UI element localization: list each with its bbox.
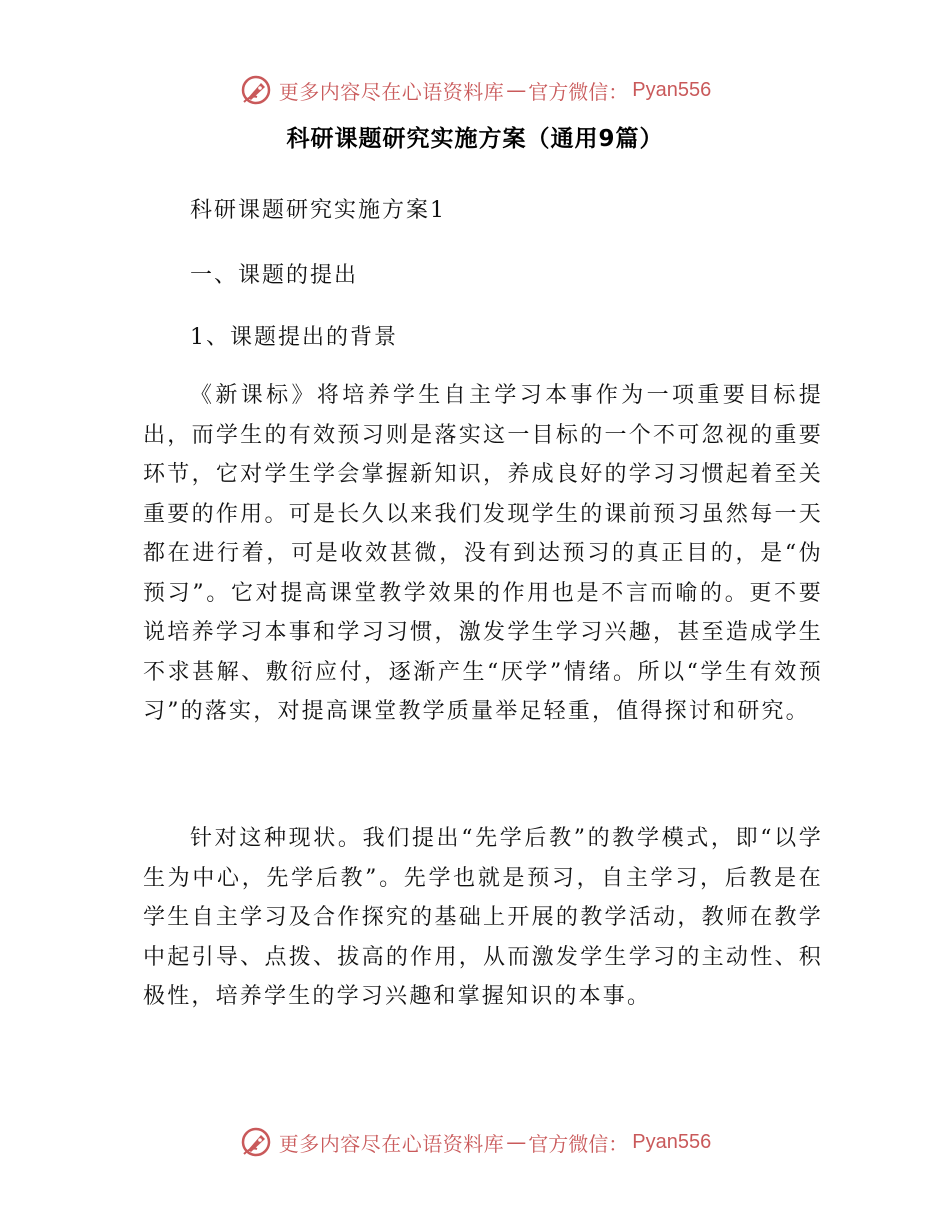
pen-nib-logo-icon (239, 73, 273, 107)
banner-wechat-id: Pyan556 (632, 1130, 712, 1153)
sub-heading: 1、课题提出的背景 (190, 325, 398, 350)
banner-dash: — (506, 78, 527, 102)
part-heading: 一、课题的提出 (190, 263, 359, 288)
banner-wechat-id: Pyan556 (632, 78, 712, 101)
footer-banner (0, 1122, 950, 1162)
body-paragraph: 针对这种现状。我们提出“先学后教”的教学模式，即“以学生为中心，先学后教”。先学也就是预习，自主学习，后教是在学生自主学习及合作探究的基础上开展的教学活动，教师在教学中起引导、点拨、拔高的作用，从而激发学生学习的主动性、积极性，培养学生的学习兴趣和掌握知识的本事。 (143, 826, 823, 1009)
banner-dash: — (506, 1130, 527, 1154)
banner-wechat-label: 官方微信： (528, 1131, 629, 1156)
document-title: 科研课题研究实施方案（通用9篇） (286, 126, 664, 152)
banner-slogan: 更多内容尽在心语资料库 (278, 1131, 505, 1156)
section-heading: 科研课题研究实施方案1 (190, 198, 446, 223)
pen-nib-logo-icon (239, 1125, 273, 1159)
body-paragraph: 《新课标》将培养学生自主学习本事作为一项重要目标提出，而学生的有效预习则是落实这一目标的一个不可忽视的重要环节，它对学生学会掌握新知识，养成良好的学习习惯起着至关重要的作用。可是长久以来我们发现学生的课前预习虽然每一天都在进行着，可是收效甚微，没有到达预习的真正目的，是“伪预习”。它对提高课堂教学效果的作用也是不言而喻的。更不要说培养学习本事和学习习惯，激发学生学习兴趣，甚至造成学生不求甚解、敷衍应付，逐渐产生“厌学”情绪。所以“学生有效预习”的落实，对提高课堂教学质量举足轻重，值得探讨和研究。 (143, 383, 823, 724)
banner-wechat-label: 官方微信： (528, 79, 629, 104)
header-banner (0, 70, 950, 110)
banner-slogan: 更多内容尽在心语资料库 (278, 79, 505, 104)
